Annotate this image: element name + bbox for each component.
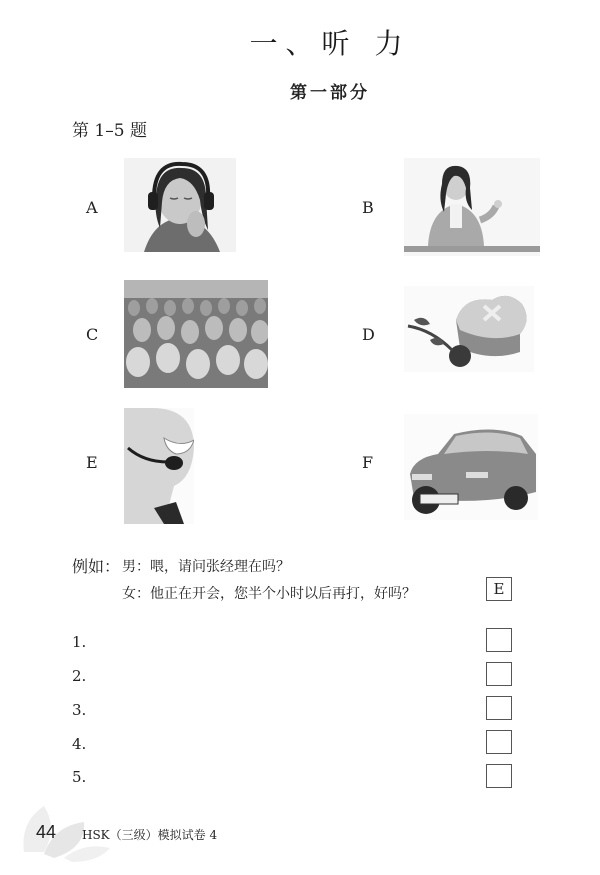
presenting-woman-illustration [404,158,540,256]
page-number: 44 [36,822,57,842]
question-range: 第 1–5 题 [72,121,147,141]
question-number-5: 5. [72,768,87,786]
car-illustration [404,414,538,520]
answer-box-2[interactable] [486,662,512,686]
example-line-1: 男：喂，请问张经理在吗？ [122,559,290,575]
section-title: 一、听 力 [249,27,411,60]
option-letter-f: F [362,453,374,472]
tulips-illustration [124,280,268,388]
option-image-d [404,286,534,372]
example-answer-box: E [486,577,512,601]
answer-box-4[interactable] [486,730,512,754]
option-letter-c: C [86,325,99,344]
headset-smile-illustration [124,408,194,524]
question-number-2: 2. [72,667,87,685]
option-image-b [404,158,540,256]
option-image-f [404,414,538,520]
option-letter-b: B [362,198,374,217]
answer-box-3[interactable] [486,696,512,720]
answer-box-5[interactable] [486,764,512,788]
answer-box-1[interactable] [486,628,512,652]
part-title: 第一部分 [290,83,370,103]
option-image-c [124,280,268,388]
option-letter-a: A [86,198,98,217]
option-letter-d: D [362,325,375,344]
question-number-3: 3. [72,701,87,719]
example-line-2: 女：他正在开会，您半个小时以后再打，好吗？ [122,586,416,602]
option-image-a [124,158,236,252]
headphones-woman-illustration [124,158,236,252]
roses-and-gift-illustration [404,286,534,372]
example-prefix: 例如： [72,557,121,576]
option-letter-e: E [86,453,98,472]
option-image-e [124,408,194,524]
question-number-1: 1. [72,633,87,651]
question-number-4: 4. [72,735,87,753]
book-title: HSK（三级）模拟试卷 4 [82,828,218,842]
